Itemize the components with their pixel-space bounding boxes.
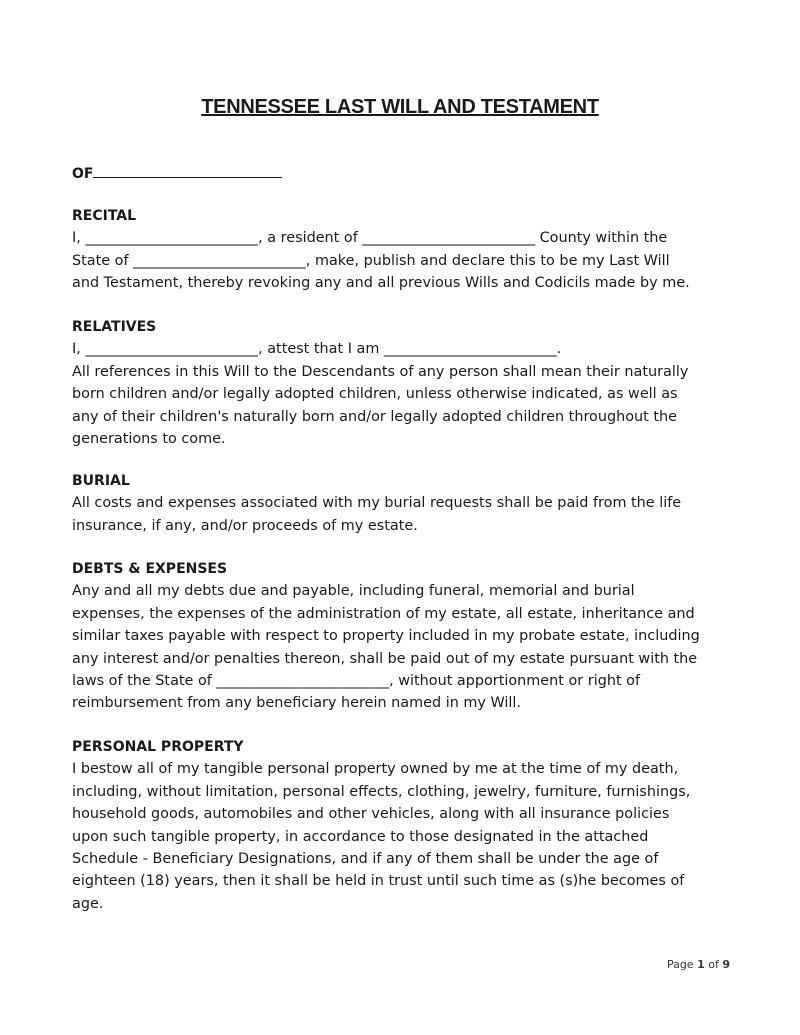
text-line: I, ________________________, a resident of ________________________ County within the (72, 230, 668, 247)
text-line: State of ________________________, make, publish and declare this to be my Last Will (72, 252, 670, 269)
section-heading: PERSONAL PROPERTY (72, 739, 244, 755)
text-line: I, ________________________, attest that I am ________________________. (72, 341, 562, 358)
text-line: All references in this Will to the Descendants of any person shall mean their naturally (72, 363, 689, 380)
section-personal-property (72, 736, 732, 915)
text-line: I bestow all of my tangible personal property owned by me at the time of my death, (72, 761, 679, 778)
document-title: TENNESSEE LAST WILL AND TESTAMENT (201, 96, 599, 118)
text-line: reimbursement from any beneficiary herein named in my Will. (72, 695, 521, 712)
section-heading: BURIAL (72, 473, 130, 489)
section-debts-expenses (72, 558, 732, 715)
section-heading: RECITAL (72, 208, 137, 224)
section-recital (72, 205, 732, 295)
text-line: laws of the State of ________________________, without apportionment or right of (72, 673, 641, 690)
page-footer (667, 958, 730, 971)
text-line: household goods, automobiles and other vehicles, along with all insurance policies (72, 806, 670, 823)
text-line: Any and all my debts due and payable, including funeral, memorial and burial (72, 583, 635, 600)
text-line: any of their children's naturally born and/or legally adopted children throughout the (72, 408, 677, 425)
text-line: and Testament, thereby revoking any and all previous Wills and Codicils made by me. (72, 275, 690, 292)
text-line: including, without limitation, personal effects, clothing, jewelry, furniture, furnishings, (72, 783, 691, 800)
section-heading: DEBTS & EXPENSES (72, 561, 228, 577)
text-line: generations to come. (72, 431, 226, 448)
of-label: of (708, 958, 719, 971)
section-burial (72, 470, 732, 537)
current-page-number: 1 (697, 958, 705, 971)
text-line: Schedule - Beneficiary Designations, and if any of them shall be under the age of (72, 851, 659, 868)
text-line: expenses, the expenses of the administration of my estate, all estate, inheritance and (72, 605, 695, 622)
page-label: Page (666, 958, 694, 971)
text-line: All costs and expenses associated with my burial requests shall be paid from the life (72, 495, 682, 512)
name-blank[interactable] (93, 163, 282, 178)
text-line: eighteen (18) years, then it shall be held in trust until such time as (s)he becomes of (72, 873, 685, 890)
text-line: age. (72, 895, 104, 912)
of-label: OF (72, 166, 94, 182)
text-line: upon such tangible property, in accordance to those designated in the attached (72, 828, 649, 845)
section-relatives (72, 316, 732, 450)
text-line: similar taxes payable with respect to property included in my probate estate, including (72, 628, 700, 645)
total-pages-number: 9 (722, 958, 730, 971)
text-line: any interest and/or penalties thereon, shall be paid out of my estate pursuant with the (72, 650, 698, 667)
text-line: insurance, if any, and/or proceeds of my estate. (72, 517, 418, 534)
section-heading: RELATIVES (72, 319, 157, 335)
of-line (72, 163, 282, 182)
text-line: born children and/or legally adopted children, unless otherwise indicated, as well as (72, 386, 678, 403)
